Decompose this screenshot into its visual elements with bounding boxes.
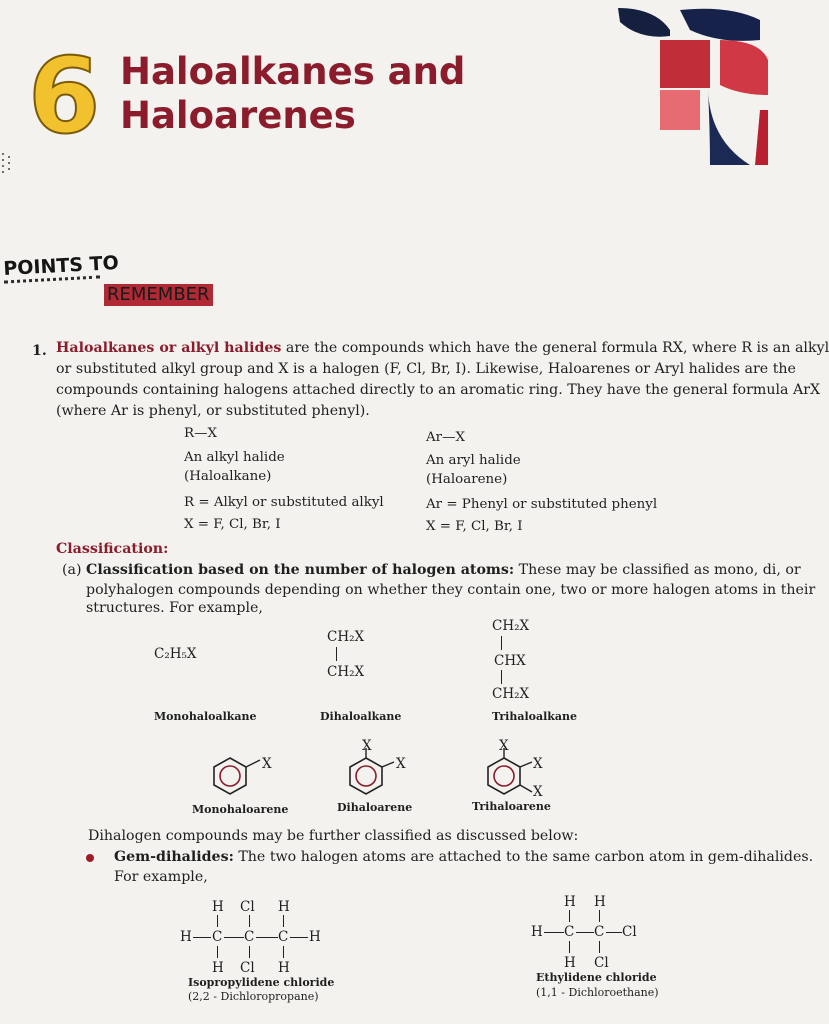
trihaloalkane-top: CH₂X [492,618,530,634]
bullet-icon [86,854,94,862]
iso-mid-h-right: H [309,929,321,945]
alkyl-x-definition: X = F, Cl, Br, I [184,517,281,532]
trihaloalkane-mid: CHX [494,653,526,669]
chapter-title-line2: Haloarenes [120,94,356,137]
bond-line [576,932,594,933]
tri-substituent-top: X [499,738,509,754]
iso-name: Isopropylidene chloride [188,976,335,989]
eth-c2: C [594,924,605,940]
tri-substituent-side: X [533,756,543,772]
aryl-halide-class: (Haloarene) [426,472,508,487]
alkyl-halide-class: (Haloalkane) [184,469,272,484]
bond-line [599,941,600,953]
eth-c1: C [564,924,575,940]
point-number: 1. [32,343,47,359]
iso-bottom-cl: Cl [240,960,255,976]
iso-top-h2: H [278,899,290,915]
point1-line1-text: are the compounds which have the general formula RX, where R is an alkyl [281,340,829,356]
benzene-di-icon [344,752,404,802]
monohaloalkane-formula: C₂H₅X [154,646,197,662]
point1-line1 [56,338,829,359]
label-trihaloarene: Trihaloarene [472,800,551,813]
label-monohaloarene: Monohaloarene [192,803,289,816]
dihaloalkane-bottom: CH₂X [327,664,365,680]
item-a-label: (a) [62,562,82,578]
bond-line [501,636,502,650]
iso-c3: C [278,929,289,945]
classification-heading: Classification: [56,541,169,557]
mono-substituent: X [262,756,272,772]
classification-a-line2: polyhalogen compounds depending on whether they contain one, two or more halogen atoms in their [86,582,816,598]
bond-line [606,932,622,933]
term-gem-dihalides: Gem-dihalides: [114,849,234,865]
eth-mid-h: H [531,924,543,940]
bond-line [249,915,250,927]
iso-mid-h-left: H [180,929,192,945]
classification-a-line1 [62,560,801,581]
iso-top-h1: H [212,899,224,915]
point1-line4: (where Ar is phenyl, or substituted phenyl). [56,403,370,419]
bond-line [290,937,308,938]
iso-iupac: (2,2 - Dichloropropane) [188,990,319,1003]
bond-line [569,910,570,922]
section-points-to: POINTS TO [2,251,120,280]
di-substituent-side: X [396,756,406,772]
label-dihaloalkane: Dihaloalkane [320,710,402,723]
di-substituent-top: X [362,738,372,754]
alkyl-r-definition: R = Alkyl or substituted alkyl [184,495,384,510]
bond-line [249,946,250,958]
dihalogen-intro: Dihalogen compounds may be further classified as discussed below: [88,828,579,844]
trihaloalkane-bottom: CH₂X [492,686,530,702]
bond-line [217,915,218,927]
bond-line [569,941,570,953]
gem-dihalides-line1 [114,847,813,868]
section-remember-badge: REMEMBER [104,284,213,306]
bond-line [217,946,218,958]
chapter-number: 6 [28,35,99,157]
dihaloalkane-top: CH₂X [327,629,365,645]
point1-line2: or substituted alkyl group and X is a halogen (F, Cl, Br, I). Likewise, Haloarenes or Aryl halides are the [56,361,796,377]
gem-dihalides-text: The two halogen atoms are attached to the same carbon atom in gem-dihalides. [233,849,814,865]
eth-bottom-cl: Cl [594,955,609,971]
bond-line [599,910,600,922]
classification-a-text: These may be classified as mono, di, or [514,562,801,578]
bond-line [501,670,502,684]
label-trihaloalkane: Trihaloalkane [492,710,578,723]
alkyl-halide-name: An alkyl halide [184,450,285,465]
formula-aryl: Ar—X [426,430,465,445]
bond-line [193,937,211,938]
term-number-of-halogens: Classification based on the number of halogen atoms: [86,562,515,578]
bond-line [283,946,284,958]
corner-decoration [560,0,768,170]
chapter-title [120,50,540,138]
point1-line3: compounds containing halogens attached directly to an aromatic ring. They have the general formula ArX [56,382,821,398]
iso-top-cl: Cl [240,899,255,915]
bond-line [256,937,278,938]
label-monohaloalkane: Monohaloalkane [154,710,257,723]
aryl-halide-name: An aryl halide [426,453,521,468]
aryl-r-definition: Ar = Phenyl or substituted phenyl [426,497,658,512]
bond-line [336,647,337,661]
eth-name: Ethylidene chloride [536,971,657,984]
tri-substituent-bottom: X [533,784,543,800]
bond-line [544,932,564,933]
eth-top-h2: H [594,894,606,910]
gem-dihalides-line2: For example, [114,869,208,885]
iso-c2: C [244,929,255,945]
bond-line [283,915,284,927]
iso-bottom-h1: H [212,960,224,976]
classification-a-line3: structures. For example, [86,600,263,616]
left-dots-decoration [0,150,14,180]
label-dihaloarene: Dihaloarene [337,801,413,814]
iso-bottom-h2: H [278,960,290,976]
eth-top-h1: H [564,894,576,910]
aryl-x-definition: X = F, Cl, Br, I [426,519,523,534]
eth-mid-cl: Cl [622,924,637,940]
chapter-title-line1: Haloalkanes and [120,50,466,93]
bond-line [224,937,244,938]
iso-c1: C [212,929,223,945]
eth-bottom-h: H [564,955,576,971]
formula-alkyl: R—X [184,426,218,441]
term-haloalkanes: Haloalkanes or alkyl halides [56,340,282,356]
eth-iupac: (1,1 - Dichloroethane) [536,986,659,999]
